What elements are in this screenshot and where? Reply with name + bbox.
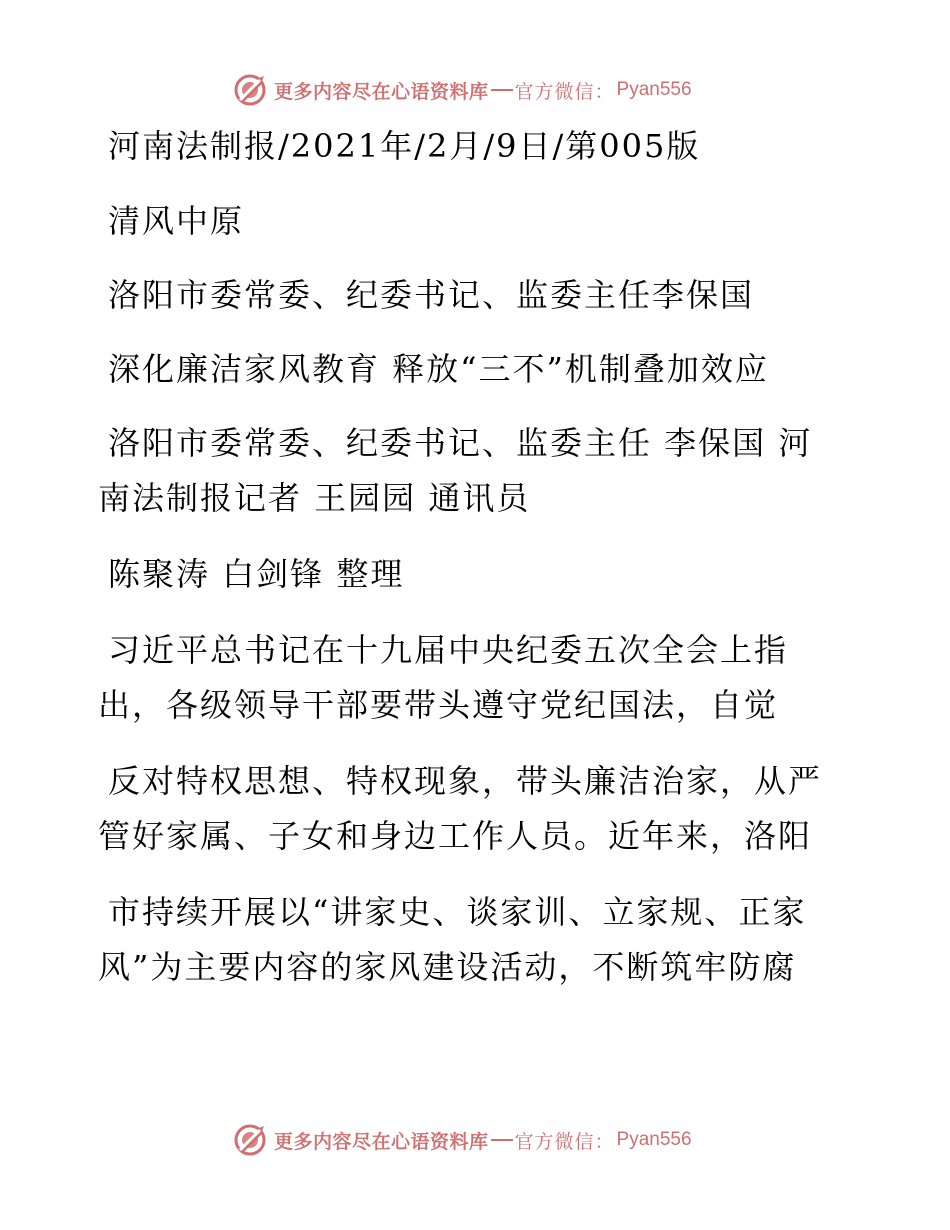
body-line: 习近平总书记在十九届中央纪委五次全会上指: [108, 631, 789, 669]
byline-line-2: 南法制报记者 王园园 通讯员: [98, 479, 531, 517]
header-watermark: [232, 70, 692, 110]
pen-logo-icon: [232, 72, 268, 108]
watermark-main-text: 更多内容尽在心语资料库: [274, 80, 489, 103]
watermark-dash: [491, 1139, 513, 1141]
watermark-wechat-id: Pyan556: [616, 79, 692, 100]
watermark-sub-text: 官方微信：: [514, 1130, 615, 1153]
pen-logo-icon: [232, 1122, 268, 1158]
body-line: 管好家属、子女和身边工作人员。近年来，洛阳: [98, 817, 813, 855]
body-line: 出，各级领导干部要带头遵守党纪国法，自觉: [98, 686, 779, 724]
body-line: 反对特权思想、特权现象，带头廉洁治家，从严: [108, 762, 823, 800]
body-line: 风”为主要内容的家风建设活动，不断筑牢防腐: [98, 948, 797, 986]
watermark-main-text: 更多内容尽在心语资料库: [274, 1130, 489, 1153]
watermark-sub-text: 官方微信：: [514, 80, 615, 103]
footer-watermark: [232, 1120, 692, 1160]
byline-line-3: 陈聚涛 白剑锋 整理: [108, 555, 405, 593]
watermark-dash: [491, 89, 513, 91]
column-title: 清风中原: [108, 202, 245, 240]
source-line: 河南法制报/2021年/2月/9日/第005版: [108, 127, 701, 165]
body-line: 市持续开展以“讲家史、谈家训、立家规、正家: [108, 893, 807, 931]
article-headline: 深化廉洁家风教育 释放“三不”机制叠加效应: [108, 350, 769, 388]
watermark-wechat-id: Pyan556: [616, 1129, 692, 1150]
byline-line-1: 洛阳市委常委、纪委书记、监委主任 李保国 河: [108, 424, 813, 462]
author-title-line: 洛阳市委常委、纪委书记、监委主任李保国: [108, 276, 755, 314]
